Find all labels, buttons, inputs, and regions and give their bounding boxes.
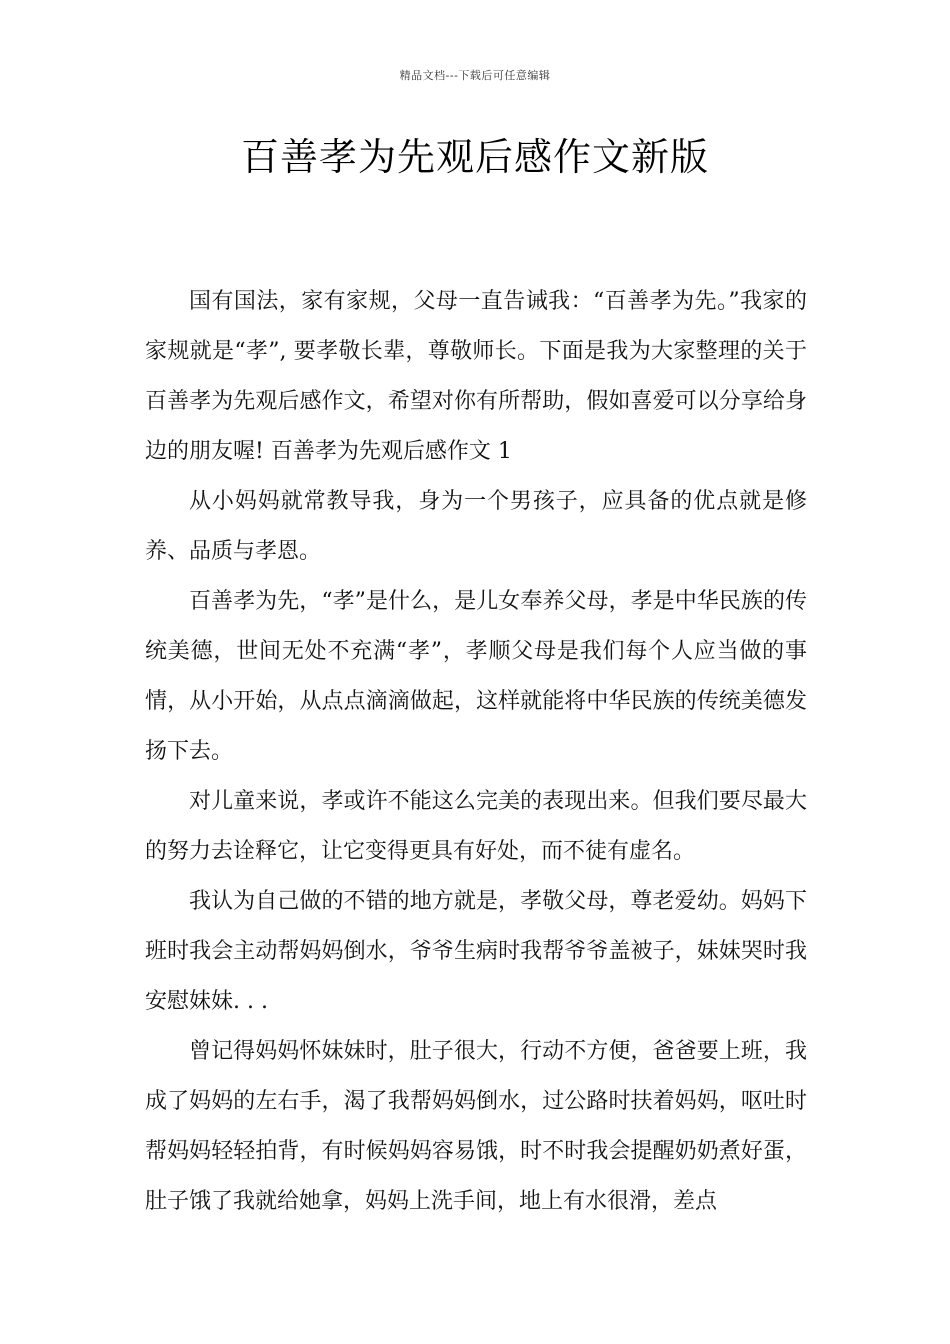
document-title: 百善孝为先观后感作文新版 (240, 135, 709, 179)
paragraph: 曾记得妈妈怀妹妹时，肚子很大，行动不方便，爸爸要上班，我成了妈妈的左右手，渴了我帮妈妈倒水，过公路时扶着妈妈，呕吐时帮妈妈轻轻拍背，有时候妈妈容易饿，时不时我会提醒奶奶煮好蛋，肚子饿了我就给她拿，妈妈上洗手间，地上有水很滑，差点 (145, 1039, 807, 1214)
paragraph: 我认为自己做的不错的地方就是，孝敬父母，尊老爱幼。妈妈下班时我会主动帮妈妈倒水，爷爷生病时我帮爷爷盖被子，妹妹哭时我安慰妹妹. . . (145, 889, 807, 1014)
paragraph: 百善孝为先，“孝”是什么，是儿女奉养父母，孝是中华民族的传统美德，世间无处不充满“孝”，孝顺父母是我们每个人应当做的事情，从小开始，从点点滴滴做起，这样就能将中华民族的传统美德发扬下去。 (145, 589, 807, 764)
paragraph: 从小妈妈就常教导我，身为一个男孩子，应具备的优点就是修养、品质与孝恩。 (145, 489, 807, 564)
paragraph: 对儿童来说，孝或许不能这么完美的表现出来。但我们要尽最大的努力去诠释它，让它变得更具有好处，而不徒有虚名。 (145, 789, 807, 864)
paragraph: 国有国法，家有家规，父母一直告诫我：“百善孝为先。”我家的家规就是“孝”, 要孝敬长辈，尊敬师长。下面是我为大家整理的关于百善孝为先观后感作文，希望对你有所帮助，假如喜爱可以分享给身边的朋友喔! 百善孝为先观后感作文 1 (145, 289, 807, 464)
document-body (145, 277, 807, 1227)
header-note: 精品文档---下载后可任意编辑 (399, 69, 551, 82)
